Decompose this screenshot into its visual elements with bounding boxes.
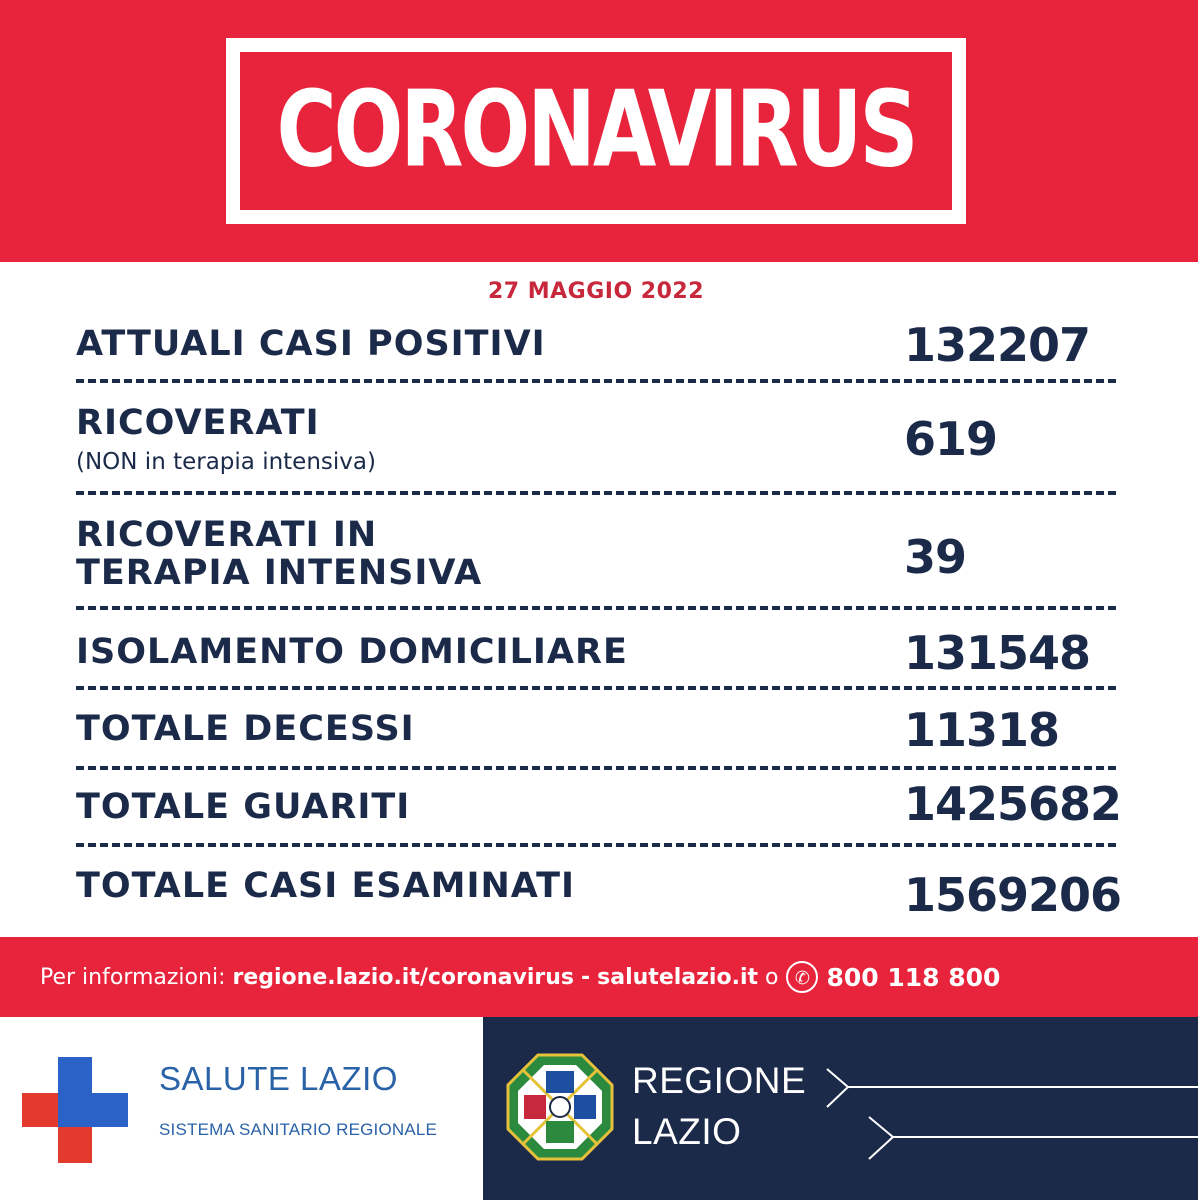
regione-link[interactable]: regione.lazio.it/coronavirus (232, 964, 575, 990)
salutelazio-link[interactable]: salutelazio.it (597, 964, 758, 990)
regione-lazio-line1: REGIONE (632, 1060, 807, 1101)
row-divider (76, 606, 1116, 610)
stat-value: 131548 (904, 626, 1091, 680)
stat-sublabel: (NON in terapia intensiva) (76, 449, 376, 475)
regione-lazio-emblem (506, 1053, 614, 1161)
stat-label: TOTALE DECESSI (76, 709, 415, 749)
row-divider (76, 491, 1116, 495)
phone-number[interactable]: 800 118 800 (826, 962, 1001, 992)
stat-label-line2: TERAPIA INTENSIVA (76, 553, 483, 593)
stat-label: TOTALE GUARITI (76, 787, 411, 827)
stat-value: 39 (904, 530, 967, 584)
row-divider (76, 686, 1116, 690)
salute-lazio-subtitle: SISTEMA SANITARIO REGIONALE (159, 1120, 438, 1139)
stat-label: TOTALE CASI ESAMINATI (76, 866, 576, 906)
info-or: o (765, 964, 779, 990)
stat-label: ATTUALI CASI POSITIVI (76, 324, 546, 364)
row-divider (76, 843, 1116, 847)
header-banner (0, 0, 1198, 262)
row-divider (76, 766, 1116, 770)
info-dash: - (581, 964, 591, 990)
info-bar (0, 937, 1198, 1017)
stat-value: 619 (904, 412, 998, 466)
stat-label-line1: RICOVERATI IN (76, 515, 378, 555)
row-divider (76, 379, 1116, 383)
title-frame (226, 38, 966, 224)
stat-label: RICOVERATI (76, 403, 320, 443)
page-title: CORONAVIRUS (276, 69, 916, 192)
stat-value: 132207 (904, 318, 1091, 372)
salute-lazio-cross-logo (22, 1057, 128, 1163)
stat-label: ISOLAMENTO DOMICILIARE (76, 632, 628, 672)
info-prefix: Per informazioni: (40, 964, 226, 990)
stat-value: 1425682 (904, 777, 1122, 831)
stat-value: 11318 (904, 703, 1060, 757)
stat-value: 1569206 (904, 868, 1122, 922)
report-date: 27 MAGGIO 2022 (487, 279, 705, 304)
info-line (40, 937, 1000, 1017)
phone-icon: ✆ (786, 961, 818, 993)
salute-lazio-title: SALUTE LAZIO (159, 1060, 398, 1097)
regione-lazio-line2: LAZIO (632, 1111, 742, 1152)
